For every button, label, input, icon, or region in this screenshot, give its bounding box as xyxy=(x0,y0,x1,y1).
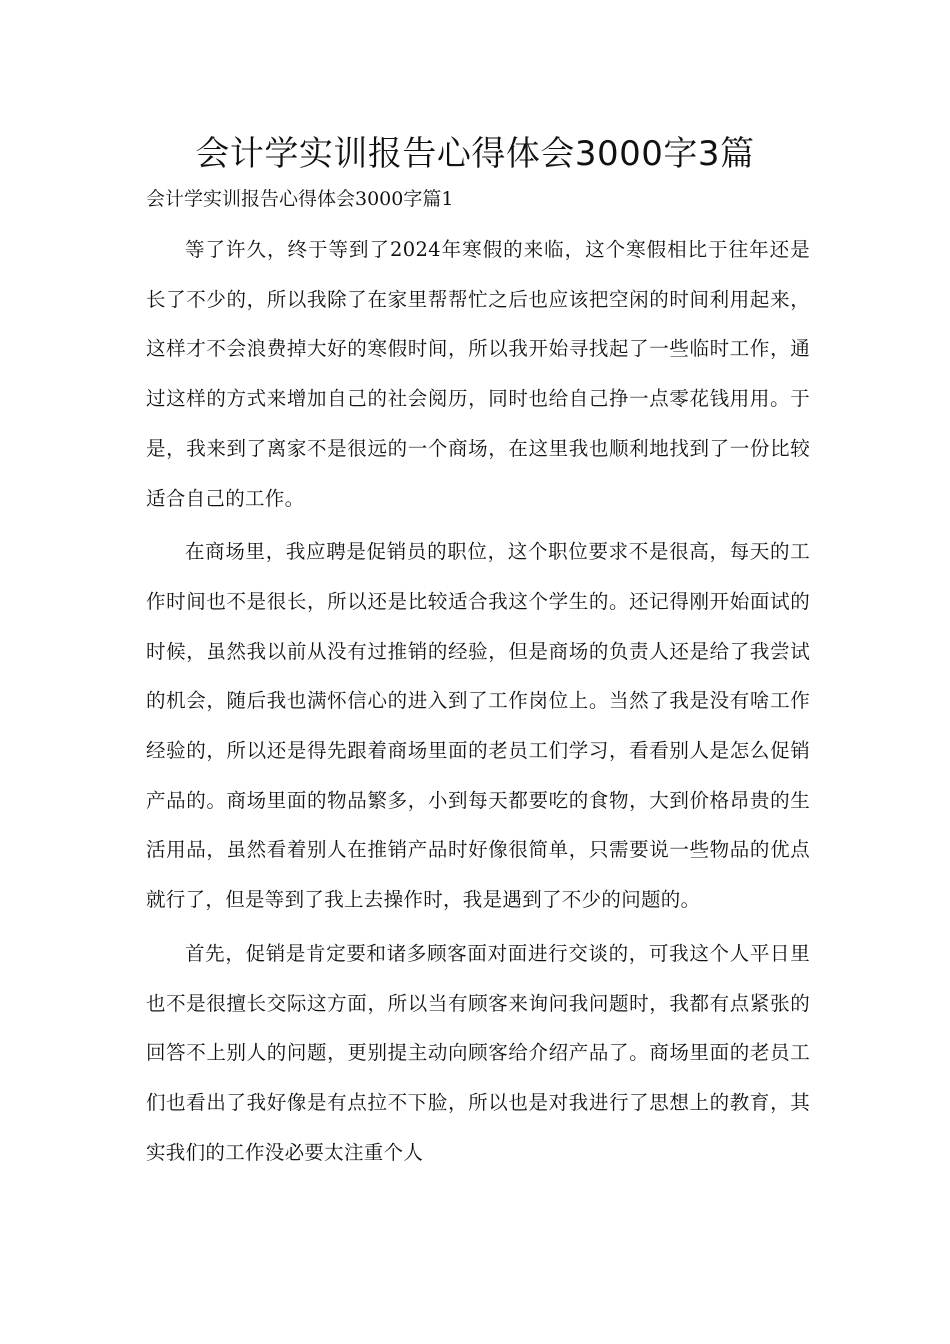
section-heading: 会计学实训报告心得体会3000字篇1 xyxy=(146,188,454,210)
paragraph-1: 等了许久，终于等到了2024年寒假的来临，这个寒假相比于往年还是长了不少的，所以我除了在家里帮帮忙之后也应该把空闲的时间利用起来，这样才不会浪费掉大好的寒假时间，所以我开始寻找起了一些临时工作，通过这样的方式来增加自己的社会阅历，同时也给自己挣一点零花钱用用。于是，我来到了离家不是很远的一个商场，在这里我也顺利地找到了一份比较适合自己的工作。 xyxy=(146,238,810,510)
document-title: 会计学实训报告心得体会3000字3篇 xyxy=(195,134,755,174)
paragraph-3: 首先，促销是肯定要和诸多顾客面对面进行交谈的，可我这个人平日里也不是很擅长交际这方面，所以当有顾客来询问我问题时，我都有点紧张的回答不上别人的问题，更别提主动向顾客给介绍产品了。商场里面的老员工们也看出了我好像是有点拉不下脸，所以也是对我进行了思想上的教育，其实我们的工作没必要太注重个人 xyxy=(146,941,810,1164)
document-body xyxy=(146,225,810,1181)
paragraph-2: 在商场里，我应聘是促销员的职位，这个职位要求不是很高，每天的工作时间也不是很长，所以还是比较适合我这个学生的。还记得刚开始面试的时候，虽然我以前从没有过推销的经验，但是商场的负责人还是给了我尝试的机会，随后我也满怀信心的进入到了工作岗位上。当然了我是没有啥工作经验的，所以还是得先跟着商场里面的老员工们学习，看看别人是怎么促销产品的。商场里面的物品繁多，小到每天都要吃的食物，大到价格昂贵的生活用品，虽然看着别人在推销产品时好像很简单，只需要说一些物品的优点就行了，但是等到了我上去操作时，我是遇到了不少的问题的。 xyxy=(146,540,810,912)
